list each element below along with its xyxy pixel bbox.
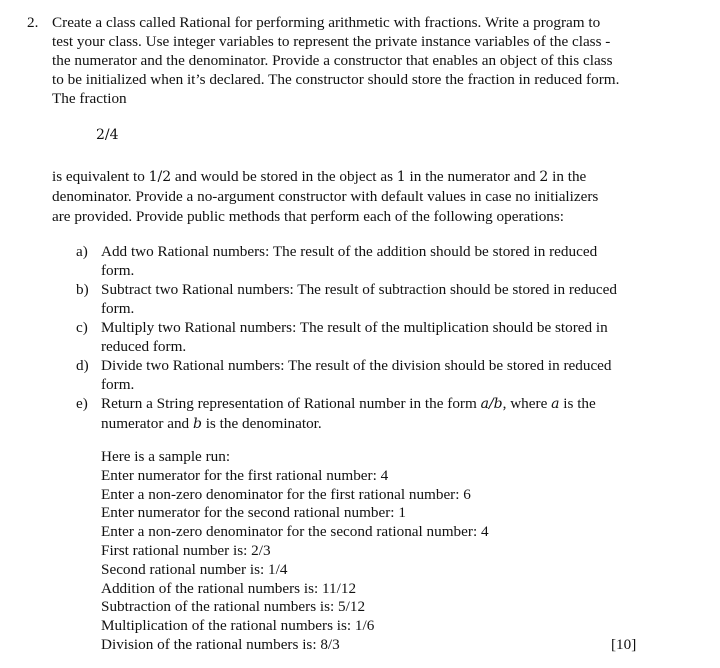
op-e-text: Return a String representation of Rational number in the form	[101, 395, 481, 412]
intro-line: the numerator and the denominator. Provide a constructor that enables an object of this class	[52, 52, 613, 69]
sample-run-line: Enter numerator for the first rational number: 4	[101, 466, 389, 484]
sample-run-line: Here is a sample run:	[101, 448, 231, 465]
operation-label: e)	[76, 395, 88, 412]
operation-label: c)	[76, 319, 88, 336]
operation-text: form.	[101, 300, 135, 317]
sample-run-line: Addition of the rational numbers is: 11/12	[101, 579, 357, 597]
fraction-example: 2/4	[96, 127, 119, 143]
op-e-text: , where	[502, 395, 552, 412]
sample-run-line: Second rational number is: 1/4	[101, 560, 288, 578]
operation-text	[101, 394, 676, 414]
question-number: 2.	[27, 14, 39, 31]
math-half: 1/2	[148, 169, 172, 185]
operation-item	[76, 394, 676, 434]
intro-paragraph	[52, 13, 692, 108]
operation-item	[76, 280, 676, 318]
operation-text	[101, 414, 676, 434]
equiv-text: in the	[548, 168, 587, 185]
op-e-text: is the denominator.	[201, 415, 322, 432]
body-line: denominator. Provide a no-argument constructor with default values in case no initializers	[52, 188, 599, 205]
marks-label: [10]	[611, 636, 637, 653]
operation-label: a)	[76, 243, 88, 260]
operation-text: Subtract two Rational numbers: The result of subtraction should be stored in reduced	[101, 281, 617, 298]
sample-run-line: Enter a non-zero denominator for the first rational number: 6	[101, 485, 471, 503]
equiv-text: in the numerator and	[405, 168, 540, 185]
math-a: a	[551, 396, 560, 412]
sample-run-line: Enter numerator for the second rational number: 1	[101, 504, 406, 522]
operations-list	[76, 242, 676, 434]
math-two: 2	[539, 169, 549, 185]
sample-run-line: Multiplication of the rational numbers is: 1/6	[101, 617, 375, 635]
operation-label: d)	[76, 357, 89, 374]
operation-text: Divide two Rational numbers: The result of the division should be stored in reduced	[101, 357, 612, 374]
equivalence-line	[52, 167, 692, 187]
intro-line: test your class. Use integer variables to represent the private instance variables of the class -	[52, 33, 611, 50]
operation-item	[76, 356, 676, 394]
operation-text: form.	[101, 262, 135, 279]
intro-line: The fraction	[52, 90, 127, 107]
sample-run-line: First rational number is: 2/3	[101, 541, 271, 559]
sample-run-line: Division of the rational numbers is: 8/3	[101, 635, 340, 653]
operation-text: Add two Rational numbers: The result of the addition should be stored in reduced	[101, 243, 598, 260]
operation-text: reduced form.	[101, 338, 187, 355]
sample-run-line: Subtraction of the rational numbers is: 5/12	[101, 598, 366, 616]
math-a-over-b: a/b	[480, 396, 503, 412]
intro-line: Create a class called Rational for performing arithmetic with fractions. Write a program to	[52, 14, 601, 31]
body-paragraph	[52, 167, 692, 227]
sample-run	[101, 448, 661, 655]
equiv-text: and would be stored in the object as	[171, 168, 397, 185]
operation-item	[76, 318, 676, 356]
intro-line: to be initialized when it’s declared. The constructor should store the fraction in reduced form.	[52, 71, 620, 88]
operation-label: b)	[76, 281, 89, 298]
sample-run-line: Enter a non-zero denominator for the second rational number: 4	[101, 523, 489, 541]
math-one: 1	[396, 169, 406, 185]
math-b: b	[192, 416, 202, 432]
body-line: are provided. Provide public methods that perform each of the following operations:	[52, 208, 565, 225]
operation-item	[76, 242, 676, 280]
op-e-text: is the	[559, 395, 596, 412]
operation-text: form.	[101, 376, 135, 393]
op-e-text: numerator and	[101, 415, 193, 432]
operation-text: Multiply two Rational numbers: The result of the multiplication should be stored in	[101, 319, 608, 336]
equiv-text: is equivalent to	[52, 168, 149, 185]
